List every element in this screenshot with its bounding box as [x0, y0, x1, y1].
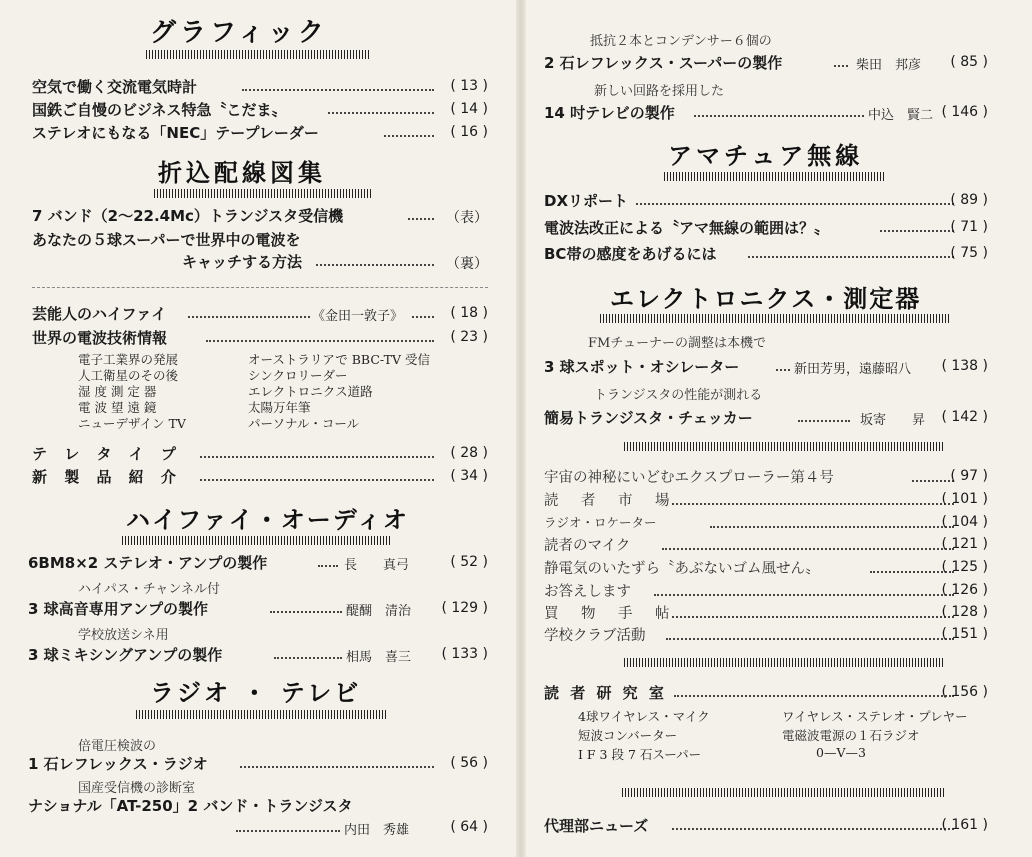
leader-dots	[710, 526, 954, 528]
toc-page-number: ( 89 )	[950, 192, 988, 208]
topic-item: I F 3 段 7 石スーパー	[578, 747, 702, 762]
toc-page-number: ( 138 )	[941, 358, 988, 374]
toc-entry-title: 読 者 研 究 室	[544, 684, 667, 702]
topic-item: ニューデザイン TV	[78, 416, 186, 431]
leader-dots	[206, 340, 434, 342]
toc-subtitle: 倍電圧検波の	[78, 739, 157, 754]
toc-entry-title: 7 バンド（2〜22.4Mc）トランジスタ受信機	[32, 207, 344, 225]
toc-entry-title: 学校クラブ活動	[544, 628, 646, 644]
topic-item: 太陽万年筆	[248, 400, 311, 415]
section-separator	[622, 788, 944, 797]
toc-author: 長 真弓	[344, 558, 410, 573]
toc-entry-title: 3 球ミキシングアンプの製作	[28, 646, 223, 664]
toc-page-number: ( 34 )	[450, 468, 488, 484]
leader-dots	[654, 594, 954, 596]
toc-entry-title: ステレオにもなる「NEC」テープレーダー	[32, 124, 319, 142]
topic-item: 電子工業界の発展	[78, 352, 179, 367]
toc-entry-title: DXリポート	[544, 192, 629, 210]
toc-subtitle: 国産受信機の診断室	[78, 781, 196, 796]
toc-page-number: ( 146 )	[941, 104, 988, 120]
toc-author: 坂寄 昇	[860, 413, 926, 428]
leader-dots	[316, 264, 434, 266]
topic-item: オーストラリアで BBC-TV 受信	[248, 352, 431, 367]
toc-author: 内田 秀雄	[344, 823, 410, 838]
toc-author: 柴田 邦彦	[856, 58, 922, 73]
toc-page-number: ( 133 )	[441, 646, 488, 662]
toc-page-number: ( 97 )	[950, 468, 988, 484]
toc-author: 醍醐 清治	[346, 604, 412, 619]
toc-page-number: ( 56 )	[450, 755, 488, 771]
toc-entry-title: BC帯の感度をあげるには	[544, 245, 717, 263]
toc-entry-title: 空気で働く交流電気時計	[32, 78, 198, 96]
toc-entry-title: キャッチする方法	[182, 253, 303, 271]
toc-author: 相馬 喜三	[346, 650, 412, 665]
leader-dots	[188, 316, 310, 318]
toc-page-number: ( 142 )	[941, 409, 988, 425]
leader-dots	[242, 89, 434, 91]
toc-page-number: ( 151 )	[941, 626, 988, 642]
toc-page-number: （表）	[446, 210, 488, 226]
toc-page-number: ( 129 )	[441, 600, 488, 616]
toc-page-number: ( 71 )	[950, 219, 988, 235]
leader-dots	[236, 830, 340, 832]
toc-page-number: ( 156 )	[941, 684, 988, 700]
toc-page-number: ( 75 )	[950, 245, 988, 261]
toc-subtitle: ハイパス・チャンネル付	[78, 582, 220, 597]
toc-page-number: ( 104 )	[941, 514, 988, 530]
toc-entry-title: 世界の電波技術情報	[32, 329, 168, 347]
heading-underline	[664, 172, 884, 181]
leader-dots	[636, 203, 954, 205]
leader-dots	[672, 828, 954, 830]
toc-page-number: ( 85 )	[950, 54, 988, 70]
toc-subtitle: 学校放送シネ用	[78, 628, 169, 643]
section-heading-wiring: 折込配線図集	[158, 159, 326, 187]
toc-entry-title: あなたの５球スーパーで世界中の電波を	[32, 231, 301, 249]
toc-page-number: ( 125 )	[941, 559, 988, 575]
leader-dots	[240, 766, 434, 768]
leader-dots	[748, 256, 954, 258]
toc-entry-title: 宇宙の神秘にいどむエクスプローラー第４号	[544, 470, 834, 486]
toc-subtitle: 抵抗２本とコンデンサー６個の	[590, 34, 772, 49]
toc-entry-title: 電波法改正による〝アマ無線の範囲は？〟	[544, 219, 830, 237]
heading-underline	[600, 314, 950, 323]
topic-item: エレクトロニクス道路	[248, 384, 373, 399]
topic-item: 電磁波電源の１石ラジオ	[782, 728, 920, 743]
heading-underline	[146, 50, 371, 59]
toc-page-number: ( 101 )	[941, 491, 988, 507]
leader-dots	[270, 611, 342, 613]
section-heading-hifi: ハイファイ・オーディオ	[126, 506, 409, 534]
topic-item: シンクロリーダー	[248, 368, 348, 383]
heading-underline	[154, 189, 371, 198]
toc-entry-title: 2 石レフレックス・スーパーの製作	[544, 54, 783, 72]
section-divider	[32, 287, 488, 288]
toc-page-number: （裏）	[446, 256, 488, 272]
toc-page-number: ( 126 )	[941, 582, 988, 598]
toc-entry-title: 3 球高音専用アンプの製作	[28, 600, 209, 618]
leader-dots	[200, 456, 434, 458]
topic-item: パーソナル・コール	[248, 416, 360, 431]
leader-dots	[666, 638, 954, 640]
leader-dots	[834, 65, 848, 67]
toc-subtitle: トランジスタの性能が測れる	[594, 388, 763, 403]
toc-entry-title: お答えします	[544, 584, 631, 600]
toc-author: 新田芳男，遠藤昭八	[794, 362, 912, 377]
toc-page-number: ( 16 )	[450, 124, 488, 140]
leader-dots	[328, 112, 434, 114]
section-heading-graphic: グラフィック	[150, 18, 328, 48]
topic-item: 湿 度 測 定 器	[78, 384, 157, 399]
toc-entry-title: 代理部ニューズ	[544, 817, 649, 835]
toc-entry-title: テ レ タ イ プ	[32, 445, 182, 463]
toc-entry-title: 買 物 手 帖	[544, 606, 674, 622]
toc-page-number: ( 28 )	[450, 445, 488, 461]
leader-dots	[662, 548, 954, 550]
topic-item: 4球ワイヤレス・マイク	[578, 709, 710, 724]
toc-entry-title: 静電気のいたずら〝あぶないゴム風せん〟	[544, 561, 820, 577]
leader-dots	[798, 420, 850, 422]
leader-dots	[318, 565, 338, 567]
toc-page-number: ( 64 )	[450, 819, 488, 835]
toc-entry-title: 6BM8×2 ステレオ・アンプの製作	[28, 554, 268, 572]
leader-dots	[672, 616, 954, 618]
leader-dots	[274, 657, 342, 659]
leader-dots	[776, 369, 790, 371]
toc-author: 中込 賢二	[868, 108, 934, 123]
toc-entry-title: 14 吋テレビの製作	[544, 104, 675, 122]
section-heading-radio-tv: ラジオ ・ テレビ	[150, 679, 362, 707]
toc-entry-title: ナショナル「AT-250」2 バンド・トランジスタ	[28, 797, 353, 815]
toc-page-number: ( 128 )	[941, 604, 988, 620]
toc-entry-title: 読 者 市 場	[544, 493, 674, 509]
topic-item: 短波コンバーター	[578, 728, 678, 743]
heading-underline	[122, 536, 392, 545]
leader-dots	[672, 503, 954, 505]
topic-item: 電 波 望 遠 鏡	[78, 400, 157, 415]
toc-entry-title: 3 球スポット・オシレーター	[544, 358, 740, 376]
toc-author: 《金田一敦子》	[312, 309, 404, 324]
section-separator	[624, 442, 944, 451]
toc-entry-title: 芸能人のハイファイ	[32, 305, 167, 323]
heading-underline	[136, 710, 386, 719]
toc-entry-title: 国鉄ご自慢のビジネス特急〝こだま〟	[32, 101, 287, 119]
toc-page-number: ( 52 )	[450, 554, 488, 570]
toc-page-number: ( 161 )	[941, 817, 988, 833]
section-heading-electronics: エレクトロニクス・測定器	[610, 285, 922, 313]
topic-item: ワイヤレス・ステレオ・プレヤー	[782, 709, 968, 724]
right-page	[524, 0, 1032, 857]
leader-dots	[200, 479, 434, 481]
toc-page-number: ( 14 )	[450, 101, 488, 117]
toc-entry-title: ラジオ・ロケーター	[544, 515, 657, 530]
toc-subtitle: FMチューナーの調整は本機で	[588, 336, 766, 351]
leader-dots	[384, 135, 434, 137]
toc-page-number: ( 13 )	[450, 78, 488, 94]
topic-item: 0—V—3	[816, 745, 866, 760]
toc-page-number: ( 121 )	[941, 536, 988, 552]
toc-page-number: ( 23 )	[450, 329, 488, 345]
topic-item: 人工衛星のその後	[78, 368, 179, 383]
leader-dots	[674, 695, 954, 697]
leader-dots	[694, 115, 864, 117]
toc-entry-title: 読者のマイク	[544, 538, 631, 554]
toc-entry-title: 新 製 品 紹 介	[32, 468, 182, 486]
toc-subtitle: 新しい回路を採用した	[594, 84, 725, 99]
section-heading-amateur: アマチュア無線	[668, 142, 864, 170]
toc-page-number: ( 18 )	[450, 305, 488, 321]
toc-entry-title: 1 石レフレックス・ラジオ	[28, 755, 208, 773]
section-separator	[624, 658, 944, 667]
toc-entry-title: 簡易トランジスタ・チェッカー	[544, 409, 753, 427]
